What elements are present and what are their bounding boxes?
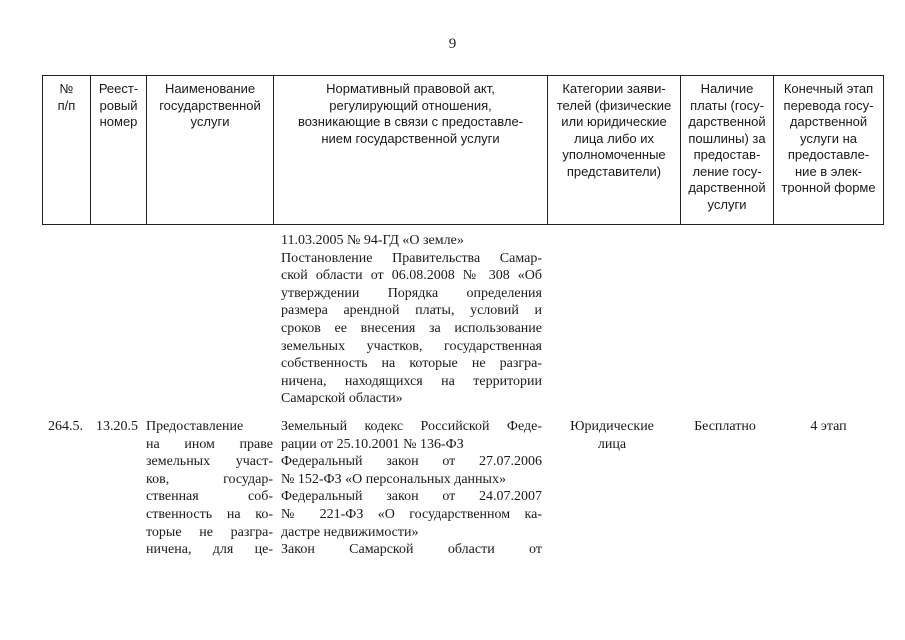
row-legal-acts xyxy=(281,418,542,559)
header-service-name: Наименование государственной услуги xyxy=(147,76,274,224)
text-line: Земельный кодекс Российской Феде- xyxy=(281,419,542,434)
text-line: рации от 25.10.2001 № 136-ФЗ xyxy=(281,436,464,452)
continued-legal-acts xyxy=(281,232,542,408)
text-line: ственность на ко- xyxy=(146,506,273,522)
text-line: № 152-ФЗ «О персональных данных» xyxy=(281,471,506,487)
text-line: торые не разгра- xyxy=(146,524,273,540)
table-header xyxy=(42,75,884,225)
row-applicant-category: Юридические лица xyxy=(570,419,654,452)
text-line: сроков ее внесения за использование xyxy=(281,320,542,336)
text-line: Самарской области» xyxy=(281,391,403,407)
text-line: № 221-ФЗ «О государственном ка- xyxy=(281,506,542,522)
header-payment: Наличие платы (госу- дарственной пошлины) за предостав- ление госу- дарственной услуги xyxy=(681,76,774,224)
text-line: Постановление Правительства Самар- xyxy=(281,250,542,266)
row-service-name xyxy=(146,418,273,559)
page-number: 9 xyxy=(448,36,457,52)
header-legal-act: Нормативный правовой акт, регулирующий отношения, возникающие в связи с предоставле- нием государственной услуги xyxy=(274,76,548,224)
text-line: земельных участков, государственная xyxy=(281,338,542,354)
text-line: Федеральный закон от 27.07.2006 xyxy=(281,454,542,470)
header-registry: Реест- ровый номер xyxy=(91,76,147,224)
text-line: Закон Самарской области от xyxy=(281,542,542,558)
row-payment: Бесплатно xyxy=(694,419,756,434)
text-line: Предоставление xyxy=(146,419,244,434)
text-line: земельных участ- xyxy=(146,454,273,470)
text-line: собственность на которые не разгра- xyxy=(281,356,542,372)
text-line: размера арендной платы, условий и xyxy=(281,303,542,319)
text-line: ничена, находящихся на территории xyxy=(281,373,542,389)
row-number: 264.5. xyxy=(48,419,83,434)
text-line: ской области от 06.08.2008 № 308 «Об xyxy=(281,268,542,284)
text-line: ственная соб- xyxy=(146,489,273,505)
text-line: утверждении Порядка определения xyxy=(281,285,542,301)
text-line: 11.03.2005 № 94-ГД «О земле» xyxy=(281,233,464,248)
header-applicant-categories: Категории заяви- телей (физические или юридические лица либо их уполномоченные представители) xyxy=(548,76,681,224)
header-number: № п/п xyxy=(43,76,91,224)
row-electronic-stage: 4 этап xyxy=(810,419,847,434)
text-line: дастре недвижимости» xyxy=(281,524,419,540)
header-electronic-stage: Конечный этап перевода госу- дарственной услуги на предоставле- ние в элек- тронной форме xyxy=(781,81,876,195)
text-line: Федеральный закон от 24.07.2007 xyxy=(281,489,542,505)
text-line: ничена, для це- xyxy=(146,542,273,558)
text-line: ков, государ- xyxy=(146,471,273,487)
text-line: на ином праве xyxy=(146,436,273,452)
row-registry-number: 13.20.5 xyxy=(96,419,138,434)
